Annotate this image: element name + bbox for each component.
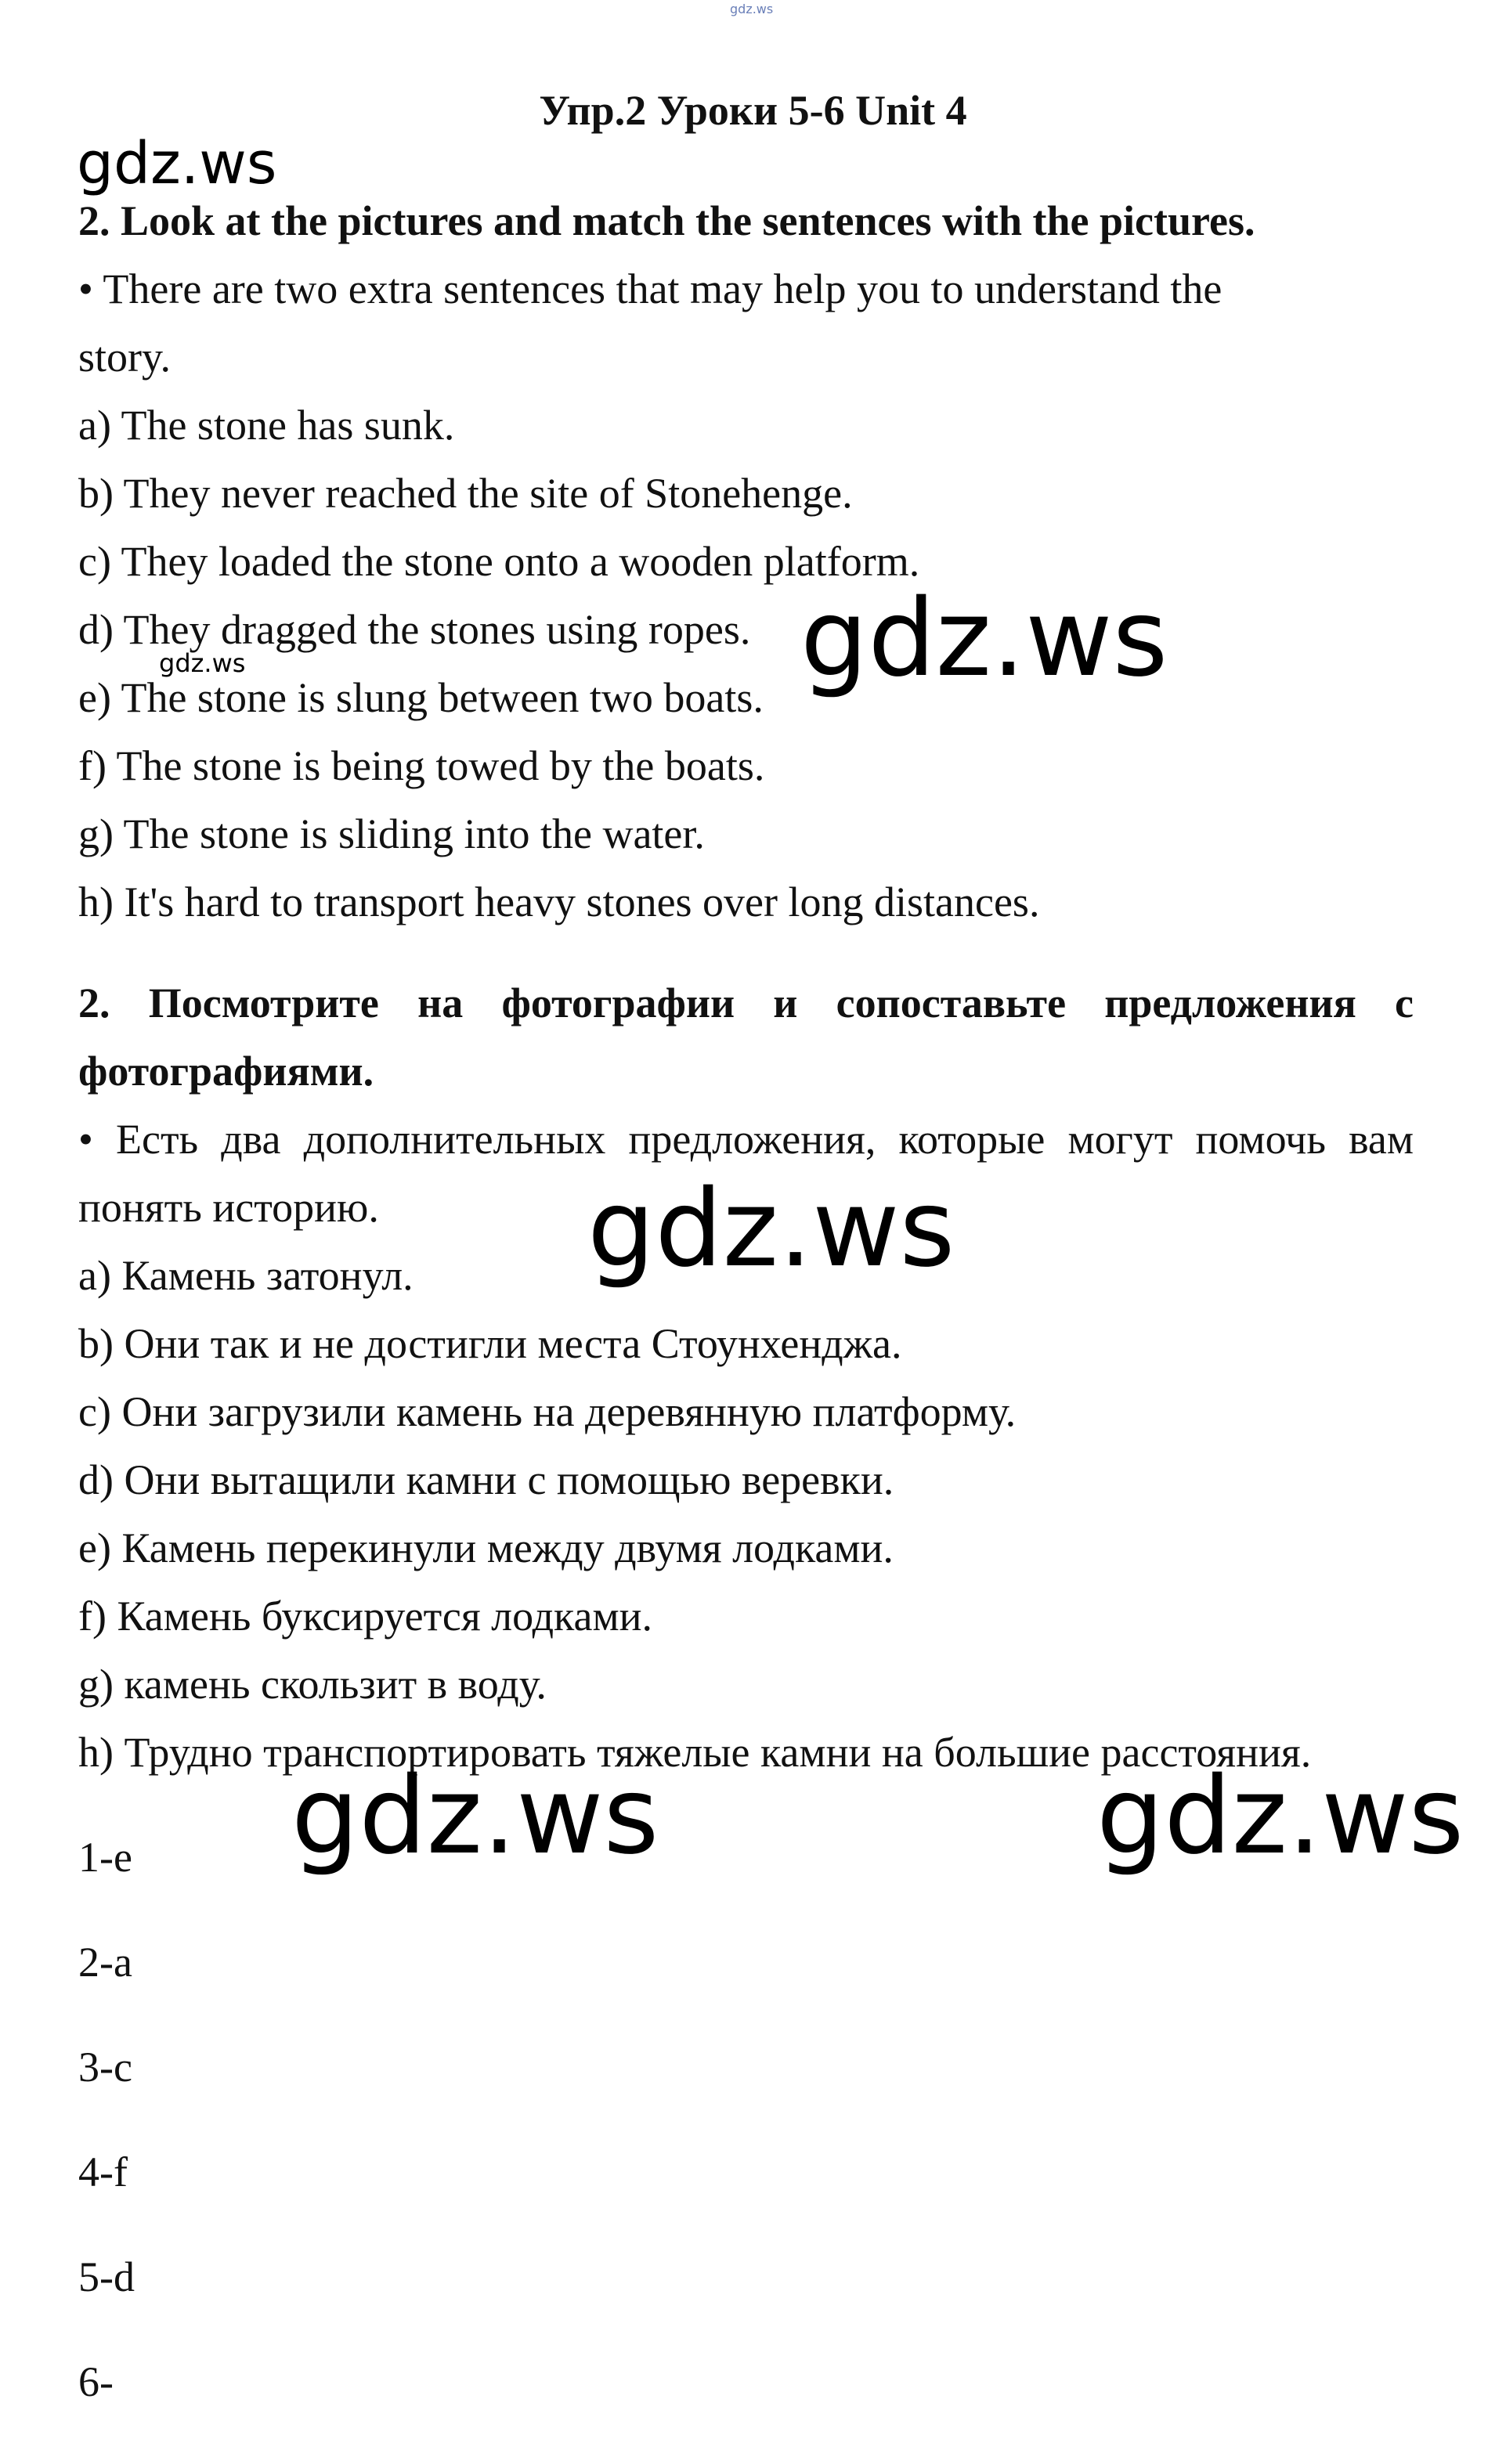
russian-item-a: a) Камень затонул. [78,1252,414,1299]
watermark-mid-small: gdz.ws [159,648,246,678]
english-item-a: a) The stone has sunk. [78,402,455,449]
russian-item-h: h) Трудно транспортировать тяжелые камни на большие расстояния. [78,1729,1312,1776]
russian-item-e: e) Камень перекинули между двумя лодками. [78,1524,894,1571]
english-note-line1: • There are two extra sentences that may help you to understand the [78,265,1222,312]
page-title: Упр.2 Уроки 5-6 Unit 4 [539,87,967,134]
answer-3: 3-c [78,2044,132,2091]
russian-item-c: c) Они загрузили камень на деревянную платформу. [78,1388,1017,1435]
watermark-center: gdz.ws [587,1167,955,1291]
english-item-e: e) The stone is slung between two boats. [78,674,764,721]
english-item-f: f) The stone is being towed by the boats. [78,742,765,789]
english-heading: 2. Look at the pictures and match the sentences with the pictures. [78,197,1255,244]
english-item-g: g) The stone is sliding into the water. [78,810,705,857]
english-item-b: b) They never reached the site of Stonehenge. [78,470,853,517]
watermark-mid-right: gdz.ws [800,577,1168,701]
answer-2: 2-a [78,1939,132,1986]
english-note-line2: story. [78,334,171,381]
watermark-top-left: gdz.ws [77,130,277,197]
watermark-bottom-right: gdz.ws [1096,1755,1464,1878]
russian-item-g: g) камень скользит в воду. [78,1661,547,1708]
russian-note-line1: • Есть два дополнительных предложения, которые могут помочь вам [78,1116,1414,1163]
answer-5: 5-d [78,2253,135,2300]
russian-item-b: b) Они так и не достигли места Стоунхенджа. [78,1320,902,1367]
russian-item-f: f) Камень буксируется лодками. [78,1593,653,1640]
answer-1: 1-e [78,1834,132,1881]
watermark-bottom-left: gdz.ws [291,1755,659,1878]
answer-4: 4-f [78,2148,128,2195]
watermark-tiny: gdz.ws [730,2,774,16]
russian-note-line2: понять историю. [78,1184,379,1231]
english-item-c: c) They loaded the stone onto a wooden platform. [78,538,920,585]
russian-heading-line2: фотографиями. [78,1048,374,1095]
english-item-h: h) It's hard to transport heavy stones over long distances. [78,878,1040,925]
russian-item-d: d) Они вытащили камни с помощью веревки. [78,1456,894,1503]
russian-heading-line1: 2. Посмотрите на фотографии и сопоставьте предложения с [78,979,1414,1026]
answer-6: 6- [78,2358,114,2405]
english-item-d: d) They dragged the stones using ropes. [78,606,751,653]
